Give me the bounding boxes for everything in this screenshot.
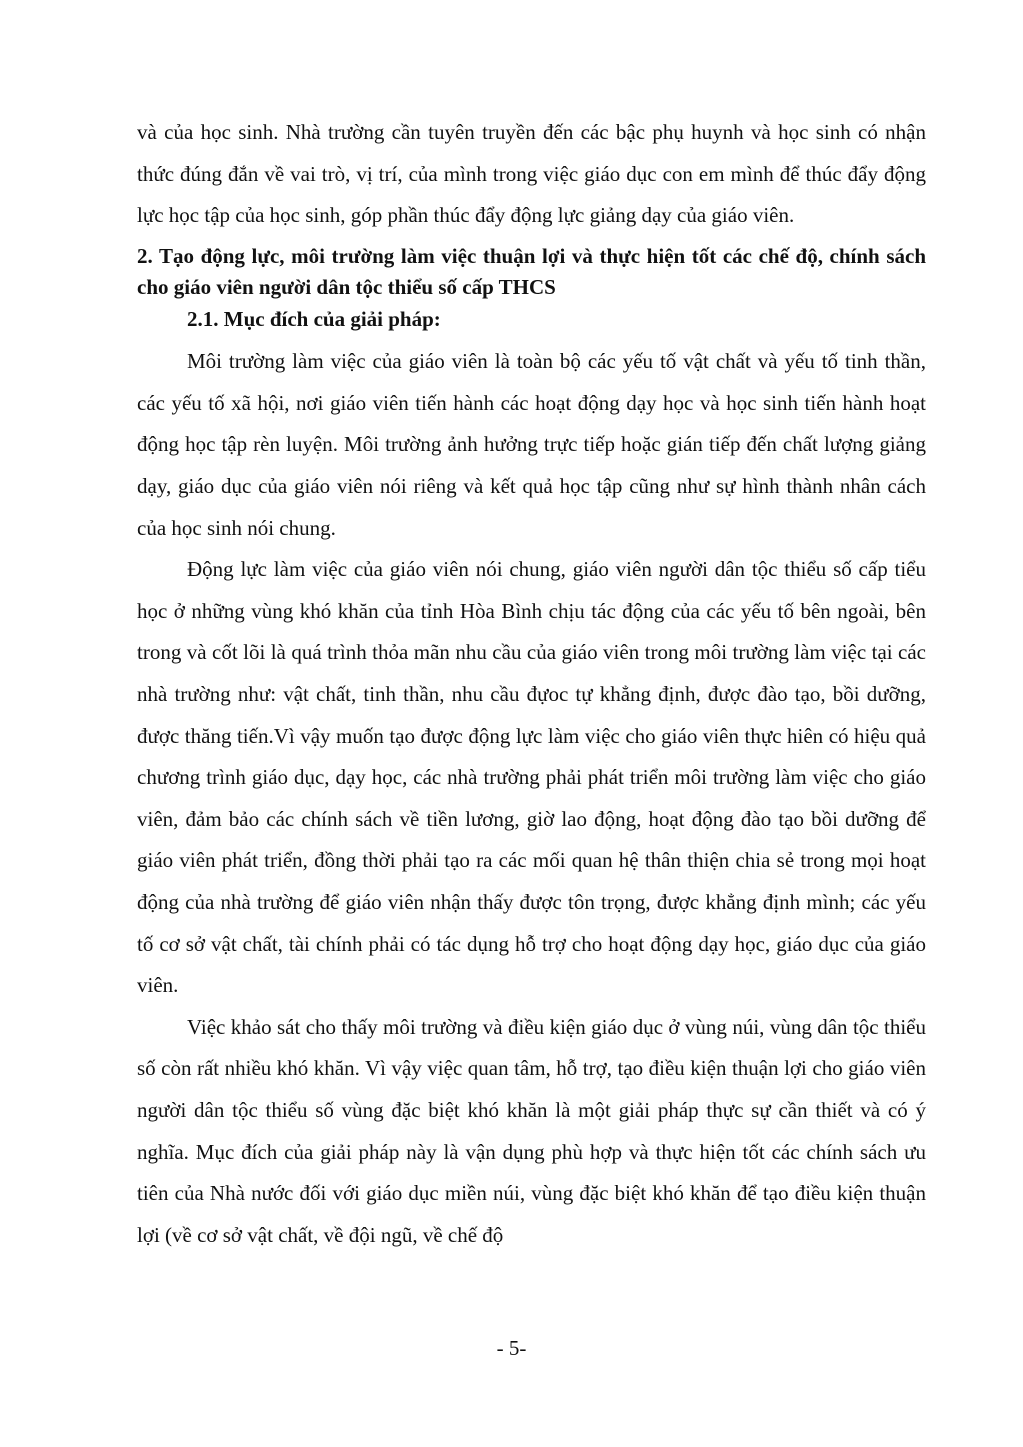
paragraph-survey: Việc khảo sát cho thấy môi trường và điều kiện giáo dục ở vùng núi, vùng dân tộc thiểu số còn rất nhiều khó khăn. Vì vậy việc quan tâm, hỗ trợ, tạo điều kiện thuận lợi cho giáo viên người dân tộc thiểu số vùng đặc biệt khó khăn là một giải pháp thực sự cần thiết và có ý nghĩa. Mục đích của giải pháp này là vận dụng phù hợp và thực hiện tốt các chính sách ưu tiên của Nhà nước đối với giáo dục miền núi, vùng đặc biệt khó khăn để tạo điều kiện thuận lợi (về cơ sở vật chất, về đội ngũ, về chế độ: [137, 1014, 926, 1247]
page-number: - 5-: [496, 1336, 527, 1360]
section-heading: 2. Tạo động lực, môi trường làm việc thuận lợi và thực hiện tốt các chế độ, chính sách cho giáo viên người dân tộc thiểu số cấp THCS: [137, 243, 926, 300]
subsection-heading: 2.1. Mục đích của giải pháp:: [187, 306, 441, 331]
paragraph-motivation: Động lực làm việc của giáo viên nói chung, giáo viên người dân tộc thiểu số cấp tiểu học ở những vùng khó khăn của tỉnh Hòa Bình chịu tác động của các yếu tố bên ngoài, bên trong và cốt lõi là quá trình thỏa mãn nhu cầu của giáo viên trong môi trường làm việc tại các nhà trường như: vật chất, tinh thần, nhu cầu đựoc tự khẳng định, được đào tạo, bồi dưỡng, được thăng tiến.Vì vậy muốn tạo được động lực làm việc cho giáo viên thực hiên có hiệu quả chương trình giáo dục, dạy học, các nhà trường phải phát triển môi trường làm việc cho giáo viên, đảm bảo các chính sách về tiền lương, giờ lao động, hoạt động đào tạo bồi dưỡng để giáo viên phát triển, đồng thời phải tạo ra các mối quan hệ thân thiện chia sẻ trong mọi hoạt động của nhà trường để giáo viên nhận thấy được tôn trọng, được khẳng định mình; các yếu tố cơ sở vật chất, tài chính phải có tác dụng hỗ trợ cho hoạt động dạy học, giáo dục của giáo viên.: [137, 557, 926, 998]
paragraph-continuation: và của học sinh. Nhà trường cần tuyên truyền đến các bậc phụ huynh và học sinh có nhận thức đúng đắn về vai trò, vị trí, của mình trong việc giáo dục con em mình để thúc đẩy động lực học tập của học sinh, góp phần thúc đẩy động lực giảng dạy của giáo viên.: [137, 120, 926, 228]
document-page: [137, 112, 926, 1256]
paragraph-work-environment: Môi trường làm việc của giáo viên là toàn bộ các yếu tố vật chất và yếu tố tinh thần, các yếu tố xã hội, nơi giáo viên tiến hành các hoạt động dạy học và học sinh tiến hành hoạt động học tập rèn luyện. Môi trường ảnh hưởng trực tiếp hoặc gián tiếp đến chất lượng giảng dạy, giáo dục của giáo viên nói riêng và kết quả học tập cũng như sự hình thành nhân cách của học sinh nói chung.: [137, 349, 926, 540]
